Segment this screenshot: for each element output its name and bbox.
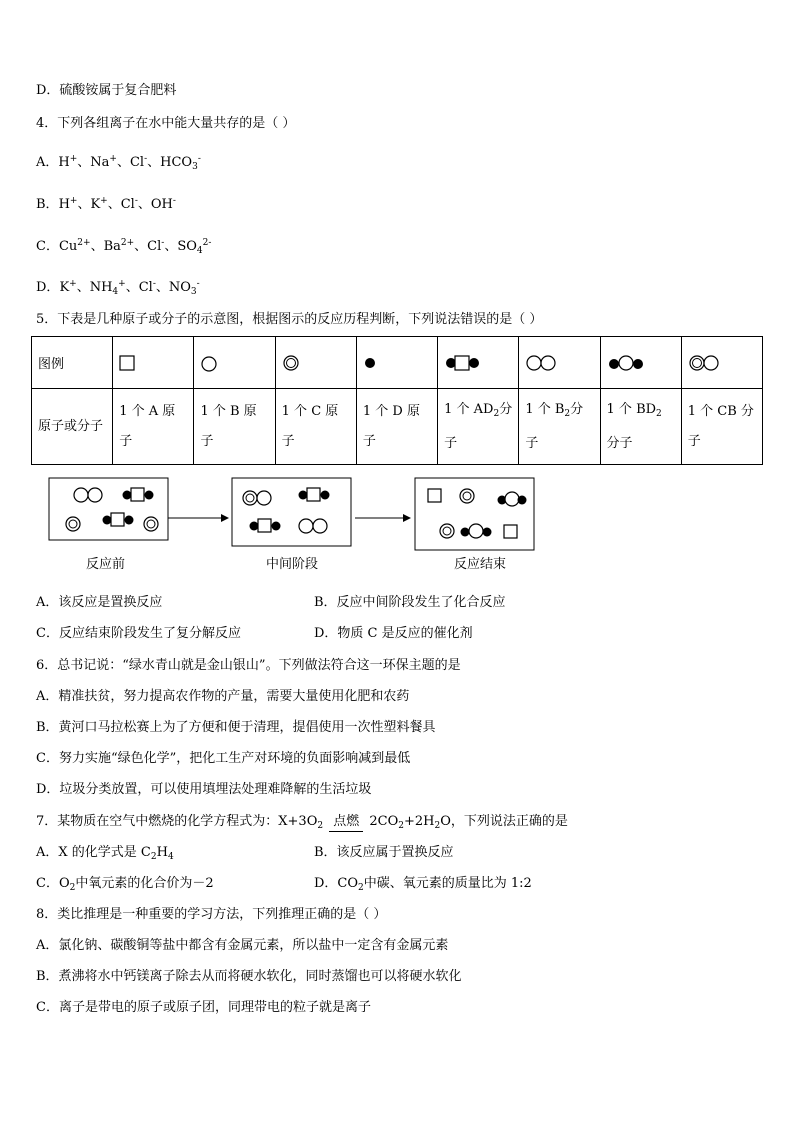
legend-c-atom	[275, 337, 356, 389]
legend-header: 图例	[32, 337, 113, 389]
q3-option-d: D．硫酸铵属于复合肥料	[36, 83, 177, 98]
stage2-caption: 中间阶段	[266, 557, 319, 572]
legend-row2-header: 原子或分子	[32, 389, 113, 465]
circle-atom-icon	[200, 354, 218, 372]
q6-option-a: A．精准扶贫，努力提高农作物的产量，需要大量使用化肥和农药	[36, 689, 410, 704]
q6-option-c: C．努力实施“绿色化学”，把化工生产对环境的负面影响减到最低	[36, 751, 411, 766]
q8-option-b: B．煮沸将水中钙镁离子除去从而将硬水软化，同时蒸馏也可以将硬水软化	[36, 969, 462, 984]
q5-option-c: C．反应结束阶段发生了复分解反应	[36, 626, 241, 641]
q5-option-d: D．物质 C 是反应的催化剂	[314, 626, 473, 641]
ad2-molecule-icon	[444, 354, 482, 372]
cell-b-atom: 1 个 B 原子	[194, 389, 275, 465]
q4-option-c: C．$Cu^{2+}$、$Ba^{2+}$、Cl-、$SO_4^{2-}$	[36, 238, 212, 256]
cell-b2: 1 个 $B_2$分子	[519, 389, 600, 465]
q8-option-c: C．离子是带电的原子或原子团，同理带电的粒子就是离子	[36, 1000, 371, 1015]
q4-stem: 4．下列各组离子在水中能大量共存的是（ ）	[36, 116, 296, 131]
legend-cb-molecule	[681, 337, 762, 389]
legend-b-atom	[194, 337, 275, 389]
q4-option-b: B．H+、K+、Cl-、OH-	[36, 196, 176, 212]
cb-molecule-icon	[688, 354, 722, 372]
double-circle-atom-icon	[282, 354, 300, 372]
legend-b2-molecule	[519, 337, 600, 389]
legend-bd2-molecule	[600, 337, 681, 389]
q4-option-d: D．K+、$NH_4^+$、Cl-、$NO_3^-$	[36, 279, 200, 297]
q5-option-a: A．该反应是置换反应	[36, 595, 163, 610]
b2-molecule-icon	[525, 354, 559, 372]
q8-stem: 8．类比推理是一种重要的学习方法，下列推理正确的是（ ）	[36, 907, 387, 922]
cell-a-atom: 1 个 A 原子	[113, 389, 194, 465]
legend-ad2-molecule	[438, 337, 519, 389]
stage2-box	[232, 478, 351, 546]
cell-c-atom: 1 个 C 原子	[275, 389, 356, 465]
stage3-caption: 反应结束	[454, 557, 507, 572]
q8-option-a: A．氯化钠、碳酸铜等盐中都含有金属元素，所以盐中一定含有金属元素	[36, 938, 449, 953]
bd2-molecule-icon	[607, 354, 645, 372]
q6-stem: 6．总书记说：“绿水青山就是金山银山”。下列做法符合这一环保主题的是	[36, 658, 461, 673]
reaction-condition: 点燃	[329, 813, 363, 832]
q7-option-c: C．$O_2$中氧元素的化合价为－2	[36, 876, 214, 893]
q7-stem: 7．某物质在空气中燃烧的化学方程式为：$X+3O_2$ 点燃 $2CO_2+2H_2O$，下列说法正确的是	[36, 814, 568, 831]
q4-option-a: A．H+、Na+、Cl-、$HCO_3^-$	[36, 154, 201, 172]
square-atom-icon	[119, 355, 135, 371]
q6-option-d: D．垃圾分类放置，可以使用填埋法处理难降解的生活垃圾	[36, 782, 372, 797]
q7-option-a: A．X 的化学式是 $C_2H_4$	[36, 845, 174, 862]
cell-d-atom: 1 个 D 原子	[356, 389, 437, 465]
black-dot-atom-icon	[363, 356, 377, 370]
q6-option-b: B．黄河口马拉松赛上为了方便和便于清理，提倡使用一次性塑料餐具	[36, 720, 436, 735]
legend-d-atom	[356, 337, 437, 389]
stage1-caption: 反应前	[86, 557, 126, 572]
cell-bd2: 1 个 $BD_2$分子	[600, 389, 681, 465]
q5-option-b: B．反应中间阶段发生了化合反应	[314, 595, 506, 610]
q5-stem: 5．下表是几种原子或分子的示意图，根据图示的反应历程判断，下列说法错误的是（ ）	[36, 312, 543, 327]
q7-option-b: B．该反应属于置换反应	[314, 845, 454, 860]
legend-a-atom	[113, 337, 194, 389]
cell-ad2: 1 个 $AD_2$分子	[438, 389, 519, 465]
cell-cb: 1 个 CB 分子	[681, 389, 762, 465]
legend-table	[31, 336, 763, 465]
q7-option-d: D．$CO_2$中碳、氧元素的质量比为 1:2	[314, 876, 532, 893]
